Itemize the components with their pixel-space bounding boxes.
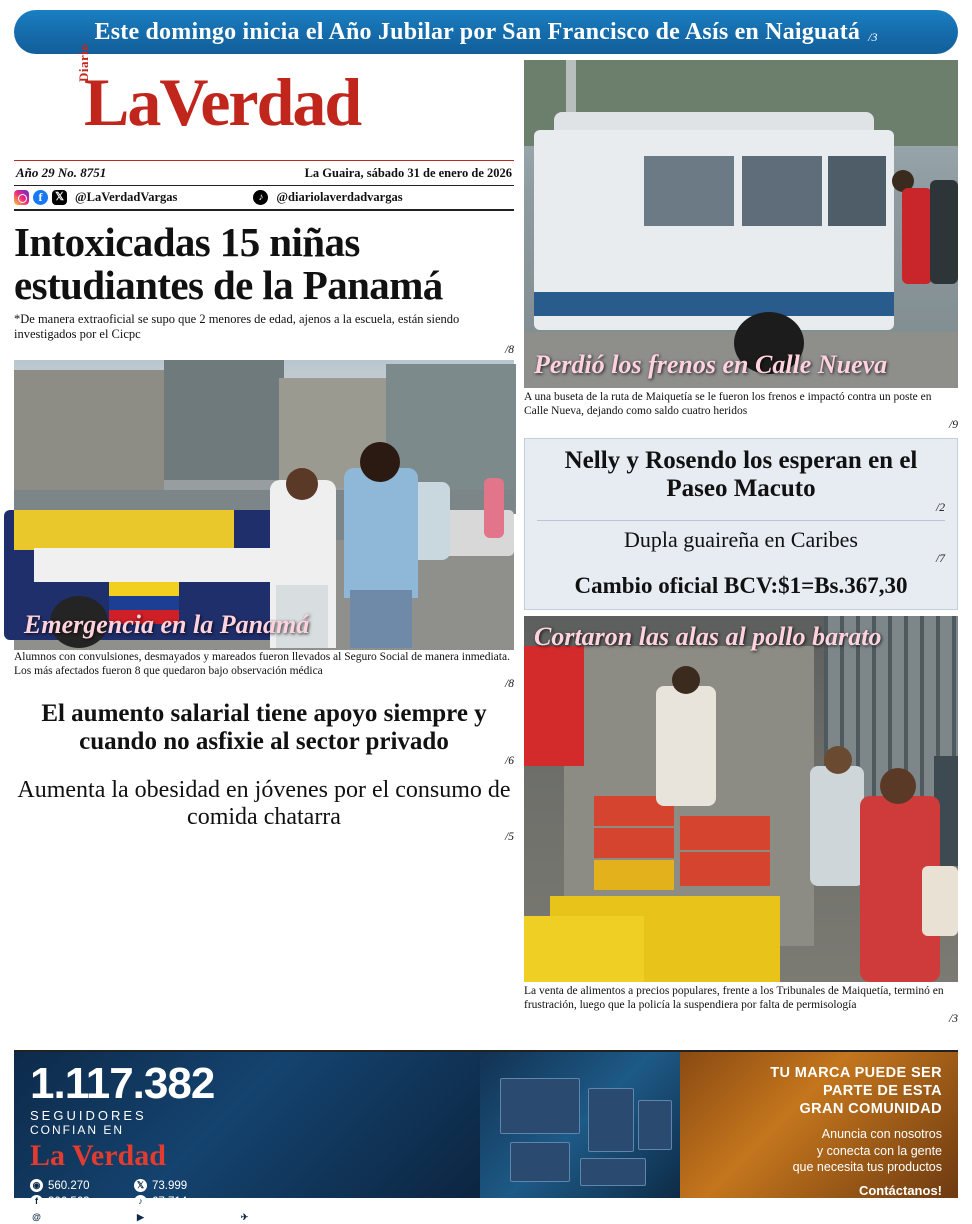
x-twitter-icon[interactable]: 𝕏 <box>52 190 67 205</box>
social-group-main <box>14 190 177 205</box>
youtube-icon: ▶ <box>134 1211 147 1224</box>
bottom-advertisement[interactable] <box>14 1050 958 1224</box>
top-banner-text: Este domingo inicia el Año Jubilar por San Francisco de Asís en Naiguatá <box>94 18 861 45</box>
ad-brand: La Verdad <box>30 1139 166 1172</box>
ad-message-panel <box>680 1052 958 1219</box>
highlight-headline-2[interactable]: Dupla guaireña en Caribes <box>624 527 858 553</box>
ad-stat <box>238 1211 324 1224</box>
secondary-headline-1-page: /6 <box>505 755 514 768</box>
masthead-title: LaVerdad <box>84 64 361 140</box>
ad-text-2: y conecta con la gente <box>816 1143 942 1158</box>
ad-stat-value: 306.563 <box>48 1195 90 1208</box>
ad-stat-row <box>30 1195 480 1208</box>
market-photo <box>524 616 958 982</box>
ad-stat <box>30 1179 116 1192</box>
ad-stat-value: 98.200 <box>48 1211 84 1224</box>
ad-stat-value: 67.714 <box>152 1195 188 1208</box>
ad-stat <box>134 1179 220 1192</box>
exchange-rate: Cambio oficial BCV:$1=Bs.367,30 <box>574 573 908 599</box>
market-photo-caption <box>524 982 958 1026</box>
top-banner <box>14 10 958 54</box>
ad-phone[interactable]: 0424 271 4512 <box>828 1199 942 1219</box>
social-group-tiktok <box>253 190 402 205</box>
tiktok-icon[interactable]: ♪ <box>253 190 268 205</box>
facebook-icon[interactable]: f <box>33 190 48 205</box>
ad-stat-value: 73.999 <box>152 1179 188 1192</box>
page-columns <box>0 43 972 1027</box>
instagram-icon: ◉ <box>30 1179 43 1192</box>
social-handle-tiktok: @diariolaverdadvargas <box>276 190 403 204</box>
threads-icon: @ <box>30 1211 43 1224</box>
ad-stat-row <box>30 1211 480 1224</box>
highlight-box <box>524 438 958 610</box>
bus-photo-overlay-caption: Perdió los frenos en Calle Nueva <box>534 350 888 379</box>
lead-photo-overlay-caption: Emergencia en la Panamá <box>24 609 310 639</box>
social-row <box>14 185 514 211</box>
ad-stat <box>134 1211 220 1224</box>
left-column <box>14 43 514 1027</box>
market-photo-overlay-caption: Cortaron las alas al pollo barato <box>534 622 882 652</box>
ad-text-3: que necesita tus productos <box>792 1159 942 1174</box>
lead-photo-caption-text: Alumnos con convulsiones, desmayados y mareados fueron llevados al Seguro Social de manera inmediata. Los más afectados fueron 8 que quedaron bajo observación médica <box>14 650 510 677</box>
issue-number: Año 29 No. 8751 <box>16 165 107 180</box>
ad-heading-3: GRAN COMUNIDAD <box>799 1101 942 1118</box>
ad-stat <box>134 1195 220 1208</box>
highlight-headline-1-page: /2 <box>936 502 945 515</box>
issue-date: La Guaira, sábado 31 de enero de 2026 <box>304 166 512 180</box>
facebook-icon: f <box>30 1195 43 1208</box>
right-column <box>524 60 958 1027</box>
lead-photo <box>14 360 514 648</box>
lead-subhead-page: /8 <box>505 343 514 356</box>
masthead-info <box>14 161 514 183</box>
ad-stat <box>30 1195 116 1208</box>
lead-subhead: *De manera extraoficial se supo que 2 menores de edad, ajenos a la escuela, están siendo investigados por el Cicpc <box>14 312 460 341</box>
highlight-headline-1[interactable]: Nelly y Rosendo los esperan en el Paseo Macuto <box>564 447 918 502</box>
market-photo-caption-page: /3 <box>949 1012 958 1025</box>
ad-heading-1: TU MARCA PUEDE SER <box>770 1065 942 1081</box>
masthead <box>14 43 514 156</box>
ad-heading-2: PARTE DE ESTA <box>822 1083 942 1100</box>
social-handle-main: @LaVerdadVargas <box>75 190 178 204</box>
secondary-headline-1[interactable]: El aumento salarial tiene apoyo siempre y cuando no asfixie al sector privado <box>41 700 487 755</box>
tiktok-icon: ♪ <box>134 1195 147 1208</box>
top-banner-page: /3 <box>868 30 878 44</box>
lead-photo-caption <box>14 648 514 692</box>
masthead-kicker: Diario <box>76 43 91 82</box>
ad-followers-label: SEGUIDORES <box>30 1108 147 1123</box>
x-twitter-icon: 𝕏 <box>134 1179 147 1192</box>
ad-contact-label: Contáctanos! <box>858 1183 942 1199</box>
secondary-headline-2[interactable]: Aumenta la obesidad en jóvenes por el consumo de comida chatarra <box>17 777 511 831</box>
instagram-icon[interactable] <box>14 190 29 205</box>
lead-photo-caption-page: /8 <box>505 678 514 691</box>
secondary-headline-2-page: /5 <box>505 830 514 843</box>
bus-photo-caption <box>524 388 958 432</box>
ad-stat <box>30 1211 116 1224</box>
ad-text-1: Anuncia con nosotros <box>821 1127 942 1142</box>
market-photo-caption-text: La venta de alimentos a precios populares, frente a los Tribunales de Maiquetía, terminó en frustración, luego que la policía la suspendiera por falta de permisología <box>524 985 944 1012</box>
ad-confian-label: CONFIAN EN <box>30 1123 125 1137</box>
ad-stat-value: 560.270 <box>48 1179 90 1192</box>
ad-stat-row <box>30 1179 480 1192</box>
telegram-icon: ✈ <box>238 1211 251 1224</box>
highlight-headline-2-page: /7 <box>936 553 945 566</box>
ad-stat-value: 7.916 <box>152 1211 181 1224</box>
lead-headline[interactable]: Intoxicadas 15 niñas estudiantes de la Panamá <box>14 219 443 308</box>
ad-stats <box>30 1179 480 1224</box>
bus-photo <box>524 60 958 388</box>
ad-followers-panel <box>14 1052 480 1224</box>
ad-devices-image <box>480 1052 680 1198</box>
bus-photo-caption-page: /9 <box>949 418 958 431</box>
ad-stat-value: 2.720 <box>256 1211 285 1224</box>
ad-followers-count: 1.117.382 <box>30 1059 215 1108</box>
bus-photo-caption-text: A una buseta de la ruta de Maiquetía se le fueron los frenos e impactó contra un poste en Calle Nueva, dejando como saldo cuatro heridos <box>524 391 932 417</box>
